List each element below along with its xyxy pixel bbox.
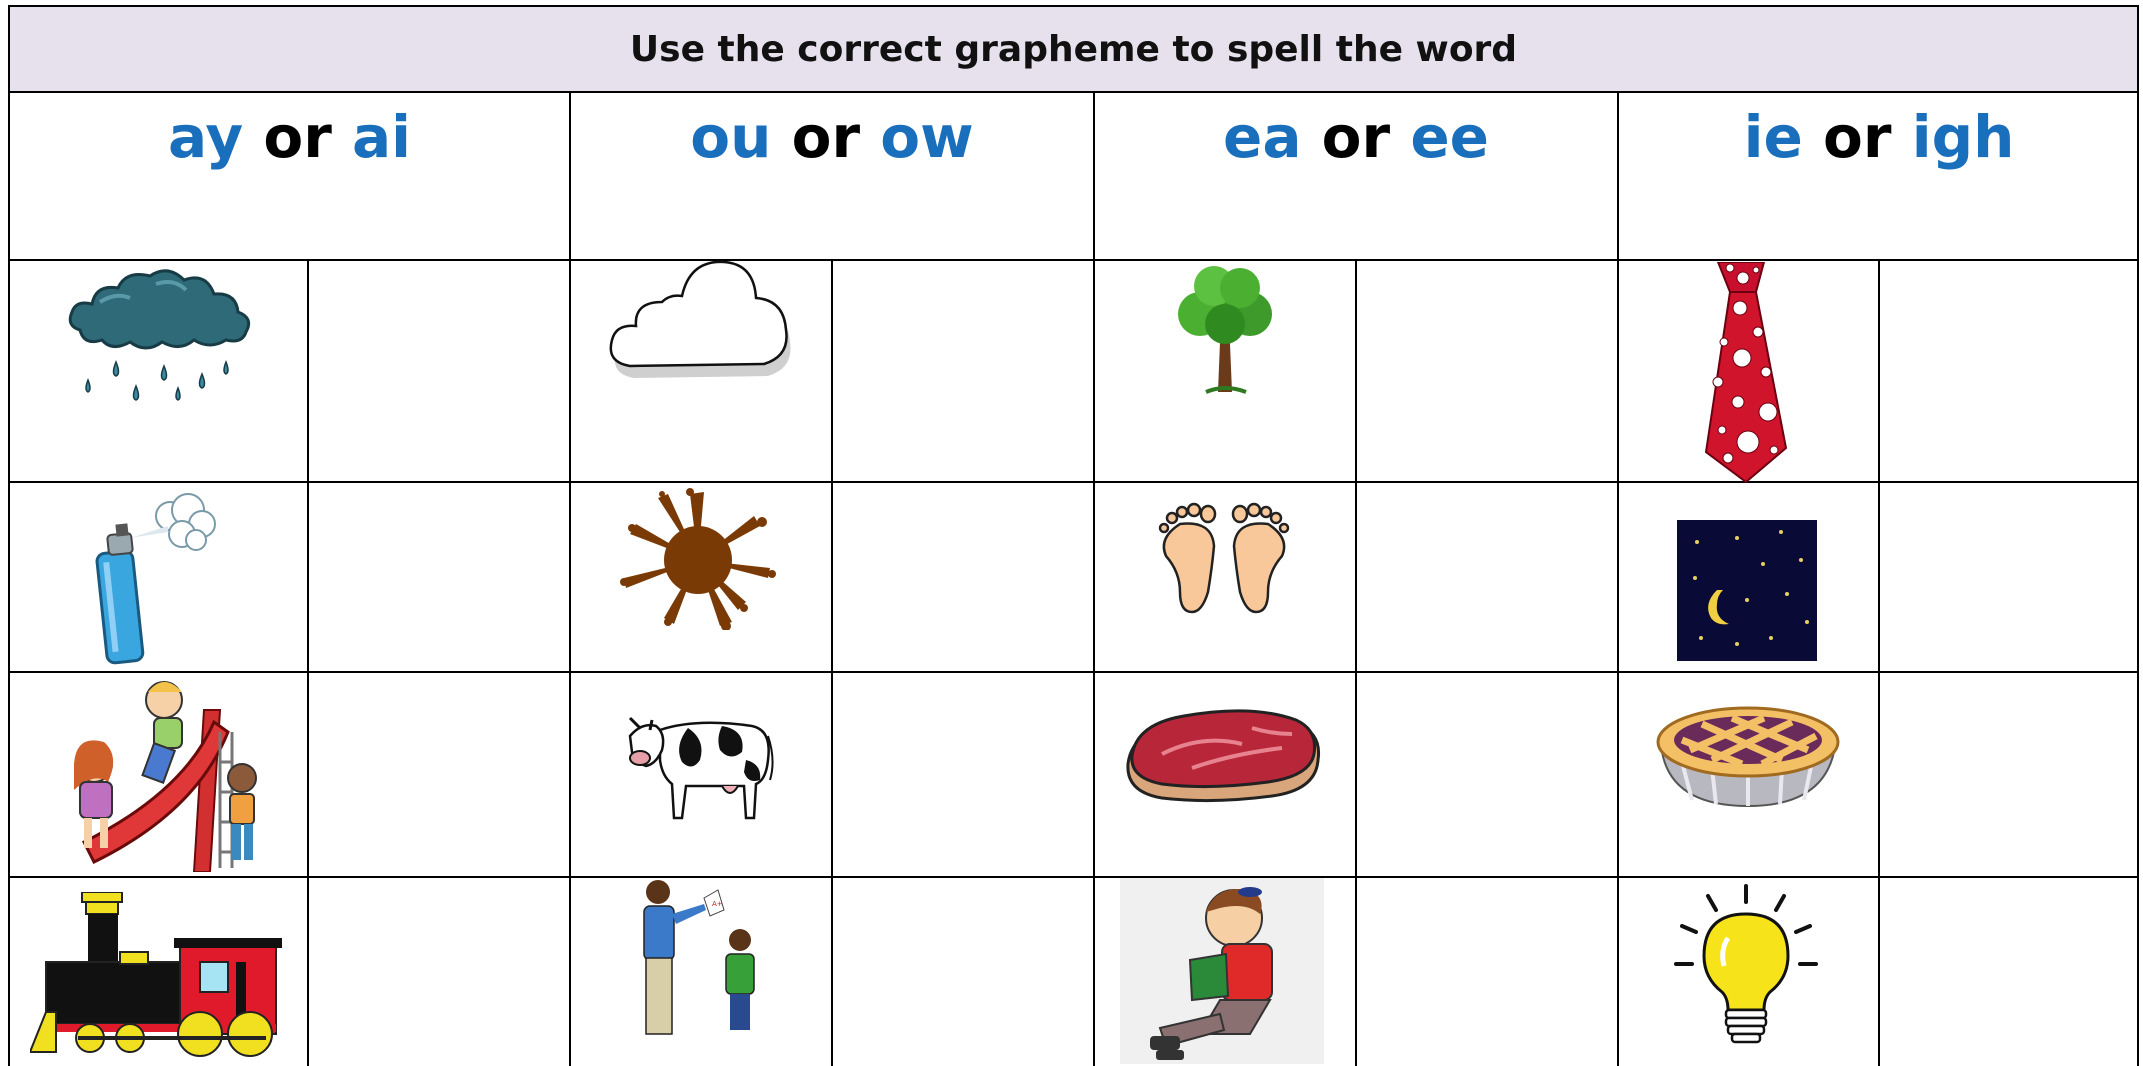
rain-cloud-icon bbox=[60, 262, 260, 412]
steam-train-icon bbox=[30, 892, 284, 1060]
header-ou-ow bbox=[569, 93, 1093, 261]
grapheme-2: ow bbox=[880, 103, 974, 171]
right-border bbox=[2137, 93, 2139, 1066]
answer-cell[interactable] bbox=[307, 483, 569, 673]
header-ea-ee bbox=[1093, 93, 1617, 261]
worksheet-title: Use the correct grapheme to spell the word bbox=[629, 28, 1518, 70]
boy-reading-icon bbox=[1120, 878, 1324, 1064]
night-sky-icon bbox=[1677, 520, 1817, 661]
light-bulb-icon bbox=[1668, 880, 1824, 1048]
title-row bbox=[8, 5, 2139, 93]
header-ay-ai bbox=[8, 93, 569, 261]
answer-cell[interactable] bbox=[831, 261, 1093, 483]
or-word: or bbox=[1823, 103, 1892, 171]
cow-icon bbox=[626, 700, 774, 824]
answer-cell[interactable] bbox=[1878, 483, 2139, 673]
or-word: or bbox=[791, 103, 861, 171]
spray-can-icon bbox=[90, 488, 220, 666]
answer-cell[interactable] bbox=[831, 878, 1093, 1066]
answer-cell[interactable] bbox=[307, 673, 569, 878]
grapheme-2: ai bbox=[352, 103, 412, 171]
meat-steak-icon bbox=[1122, 704, 1324, 814]
grapheme-1: ou bbox=[690, 103, 772, 171]
answer-cell[interactable] bbox=[1878, 673, 2139, 878]
answer-cell[interactable] bbox=[307, 878, 569, 1066]
grapheme-2: ee bbox=[1410, 103, 1490, 171]
or-word: or bbox=[1321, 103, 1391, 171]
children-playing-slide-icon bbox=[64, 672, 260, 872]
answer-cell[interactable] bbox=[307, 261, 569, 483]
answer-cell[interactable] bbox=[831, 673, 1093, 878]
header-ie-igh bbox=[1617, 93, 2139, 261]
answer-cell[interactable] bbox=[1355, 673, 1617, 878]
teacher-and-boy-icon bbox=[632, 878, 762, 1038]
cloud-icon bbox=[604, 258, 794, 388]
answer-cell[interactable] bbox=[1878, 878, 2139, 1066]
grapheme-2: igh bbox=[1911, 103, 2015, 171]
pie-icon bbox=[1652, 702, 1842, 812]
svg-text:A+: A+ bbox=[712, 900, 723, 908]
grapheme-1: ea bbox=[1222, 103, 1302, 171]
answer-cell[interactable] bbox=[1355, 261, 1617, 483]
grapheme-1: ie bbox=[1743, 103, 1803, 171]
or-word: or bbox=[263, 103, 332, 171]
feet-icon bbox=[1150, 494, 1298, 618]
tie-icon bbox=[1698, 262, 1788, 484]
answer-cell[interactable] bbox=[1878, 261, 2139, 483]
brown-splat-icon bbox=[620, 486, 776, 630]
answer-cell[interactable] bbox=[831, 483, 1093, 673]
answer-cell[interactable] bbox=[1355, 483, 1617, 673]
answer-cell[interactable] bbox=[1355, 878, 1617, 1066]
tree-icon bbox=[1170, 262, 1280, 397]
grapheme-1: ay bbox=[167, 103, 244, 171]
